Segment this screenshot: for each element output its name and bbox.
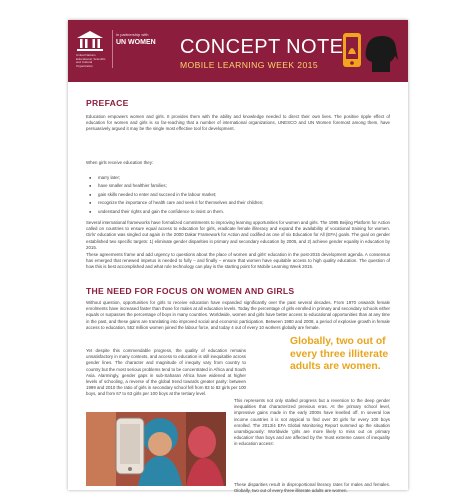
list-item: ● have smaller and healthier families;	[98, 182, 398, 190]
woman-silhouette-icon	[362, 32, 400, 72]
unesco-temple-icon	[76, 30, 104, 52]
list-item: ● gain skills needed to enter and succeed in the labour market;	[98, 191, 398, 199]
page-title: CONCEPT NOTE	[180, 36, 344, 58]
header-divider	[112, 30, 113, 68]
need-heading: THE NEED FOR FOCUS ON WOMEN AND GIRLS	[86, 286, 295, 296]
page-subtitle: MOBILE LEARNING WEEK 2015	[180, 60, 318, 70]
photo-illustration	[86, 412, 226, 486]
document-page	[68, 20, 408, 494]
partner-block	[116, 32, 164, 47]
pull-quote: Globally, two out of every three illiterate adults are women.	[290, 336, 389, 373]
preface-paragraph-1: Education empowers women and girls. It provides them with the ability and knowledge needed to direct their own lives. The positive ripple effect of education for women and girls is so far-reaching that a number of international organizations, UNESCO and UN Women foremost among them, have persuasively argued it may be the single most effective tool for development.	[86, 114, 390, 132]
list-item: ● understand their rights and gain the confidence to insist on them.	[98, 208, 398, 216]
preface-heading: PREFACE	[86, 98, 129, 108]
mobile-phone-icon	[342, 32, 362, 68]
women-phone-photo	[86, 412, 226, 486]
list-item: ● marry later;	[98, 174, 398, 182]
preface-paragraph-2: When girls receive education they:	[86, 160, 154, 165]
header-banner	[68, 20, 408, 82]
partner-label: in partnership with	[116, 32, 149, 37]
need-paragraph-1: Without question, opportunities for girls to receive education have expanded significantly over the past several decades. From 1970 onwards female enrolments have increased faster than those for males at all education levels. Today the percentage of girls enrolled in primary and secondary schools either equals or surpasses the percentage of boys in many countries. Worldwide, women and girls have better access to educational opportunities than at any time in the past, and these gains are translating into improved social and economic participation. Between 1980 and 2008, a period of explosive growth in female access to education, 552 million women joined the labour force, and today 4 out of every 10 workers globally are female.	[86, 300, 390, 330]
need-right-column-2: These disparities result in disproportional literacy rates for males and females. Globally, two out of every three illiterate adults are women.	[234, 482, 390, 494]
list-item: ● recognize the importance of health care and seek it for themselves and their children;	[98, 199, 398, 207]
need-right-column: This represents not only stalled progress but a reversion to the deep gender inequalities that characterized previous eras. At the primary school level, impressive gains made in the early 2000s have levelled off. In several low income countries it is not atypical to find over 30 girls for every 100 boys enrolled. The 2013/4 EFA Global Monitoring Report summed up the situation unambiguously: Worldwide 'girls are more likely to miss out on primary education' than boys and are affected by the 'most extreme cases of inequality in education access'.	[234, 398, 390, 447]
un-women-logo: UN WOMEN	[116, 39, 156, 46]
unesco-org-name: United Nations Educational, Scientific and Cultural Organization	[76, 53, 106, 68]
preface-paragraph-3: Several international frameworks have formalized commitments to improving learning opportunities for women and girls. The 1995 Beijing Platform for Action called on countries to ensure equal access to education for girls, eradicate female illiteracy and expand the availability of vocational training for women. Girls' education was singled out again in the 2000 Dakar Framework for Action and codified as one of six Education for All (EFA) goals. The goal on gender established two specific targets: 1) eliminate gender disparities in primary and secondary education by 2005, and 2) achieve gender equality in education by 2015.	[86, 220, 390, 250]
preface-paragraph-4: These agreements frame and add urgency to questions about the place of women and girls' education in the post-2015 development agenda. A consensus has emerged that renewed impetus is needed to fully – and finally – ensure that women have equitable access to high quality education. The question of how this is best accomplished and what role technology can play is the starting point for Mobile Learning Week 2015.	[86, 252, 390, 270]
need-left-column: Yet despite this commendable progress, the quality of education remains unsatisfactory in many contexts, and access to education is still inequitable across gender lines. The character and magnitude of inequity vary from country to country but the most serious problems tend to be concentrated in Africa and South Asia. Alarmingly, gender gaps in sub-Saharan Africa have widened at higher levels of schooling, a reverse of the global trend towards greater parity: between 1999 and 2010 the ratio of girls in secondary school fell from 83 to 82 girls per 100 boys, and from 67 to 63 girls per 100 boys at the tertiary level.	[86, 348, 246, 397]
benefits-list	[86, 174, 398, 216]
